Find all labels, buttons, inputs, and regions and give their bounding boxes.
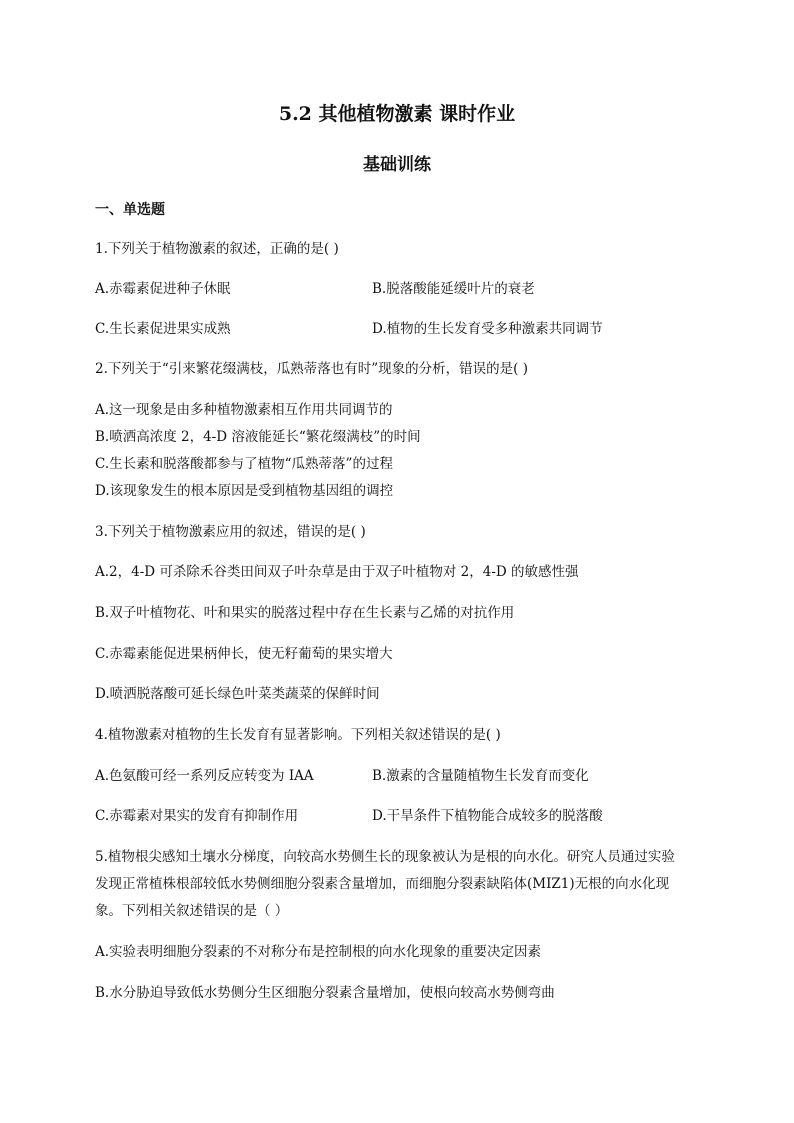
question-4-stem: 4.植物激素对植物的生长发育有显著影响。下列相关叙述错误的是( ): [95, 727, 501, 743]
question-2-option-a: A.这一现象是由多种植物激素相互作用共同调节的: [95, 402, 393, 418]
document-title: 5.2 其他植物激素 课时作业: [278, 103, 516, 125]
question-2-option-c: C.生长素和脱落酸都参与了植物“瓜熟蒂落”的过程: [95, 456, 393, 472]
question-3-option-b: B.双子叶植物花、叶和果实的脱落过程中存在生长素与乙烯的对抗作用: [95, 605, 515, 621]
question-5-option-b: B.水分胁迫导致低水势侧分生区细胞分裂素含量增加，使根向较高水势侧弯曲: [95, 985, 555, 1001]
question-3-option-d: D.喷洒脱落酸可延长绿色叶菜类蔬菜的保鲜时间: [95, 686, 380, 702]
question-5-stem-line-3: 象。下列相关叙述错误的是（ ）: [95, 903, 289, 919]
question-2-option-d: D.该现象发生的根本原因是受到植物基因组的调控: [95, 483, 394, 499]
question-4-option-c: C.赤霉素对果实的发育有抑制作用: [95, 808, 299, 824]
question-3-option-c: C.赤霉素能促进果柄伸长，使无籽葡萄的果实增大: [95, 646, 393, 662]
question-2-option-b: B.喷洒高浓度 2，4-D 溶液能延长“繁花缀满枝”的时间: [95, 429, 421, 445]
section-heading: 一、单选题: [95, 202, 165, 218]
question-4-option-b: B.激素的含量随植物生长发育而变化: [372, 768, 589, 784]
question-4-option-a: A.色氨酸可经一系列反应转变为 IAA: [95, 768, 314, 784]
question-2-stem: 2.下列关于“引来繁花缀满枝，瓜熟蒂落也有时”现象的分析，错误的是( ): [95, 361, 529, 377]
question-3-stem: 3.下列关于植物激素应用的叙述，错误的是( ): [95, 524, 366, 540]
question-5-stem-line-2: 发现正常植株根部较低水势侧细胞分裂素含量增加，而细胞分裂素缺陷体(MIZ1)无根的向水化现: [95, 876, 670, 892]
question-1-option-c: C.生长素促进果实成熟: [95, 321, 231, 337]
question-1-option-d: D.植物的生长发育受多种激素共同调节: [372, 321, 603, 337]
question-1-stem: 1.下列关于植物激素的叙述，正确的是( ): [95, 241, 339, 257]
question-3-option-a: A.2，4-D 可杀除禾谷类田间双子叶杂草是由于双子叶植物对 2，4-D 的敏感性强: [95, 564, 579, 580]
question-1-option-b: B.脱落酸能延缓叶片的衰老: [372, 281, 535, 297]
question-1-option-a: A.赤霉素促进种子休眠: [95, 281, 231, 297]
question-5-option-a: A.实验表明细胞分裂素的不对称分布是控制根的向水化现象的重要决定因素: [95, 944, 542, 960]
question-5-stem-line-1: 5.植物根尖感知土壤水分梯度，向较高水势侧生长的现象被认为是根的向水化。研究人员通过实验: [95, 849, 675, 865]
document-subtitle: 基础训练: [363, 155, 431, 175]
question-4-option-d: D.干旱条件下植物能合成较多的脱落酸: [372, 808, 603, 824]
